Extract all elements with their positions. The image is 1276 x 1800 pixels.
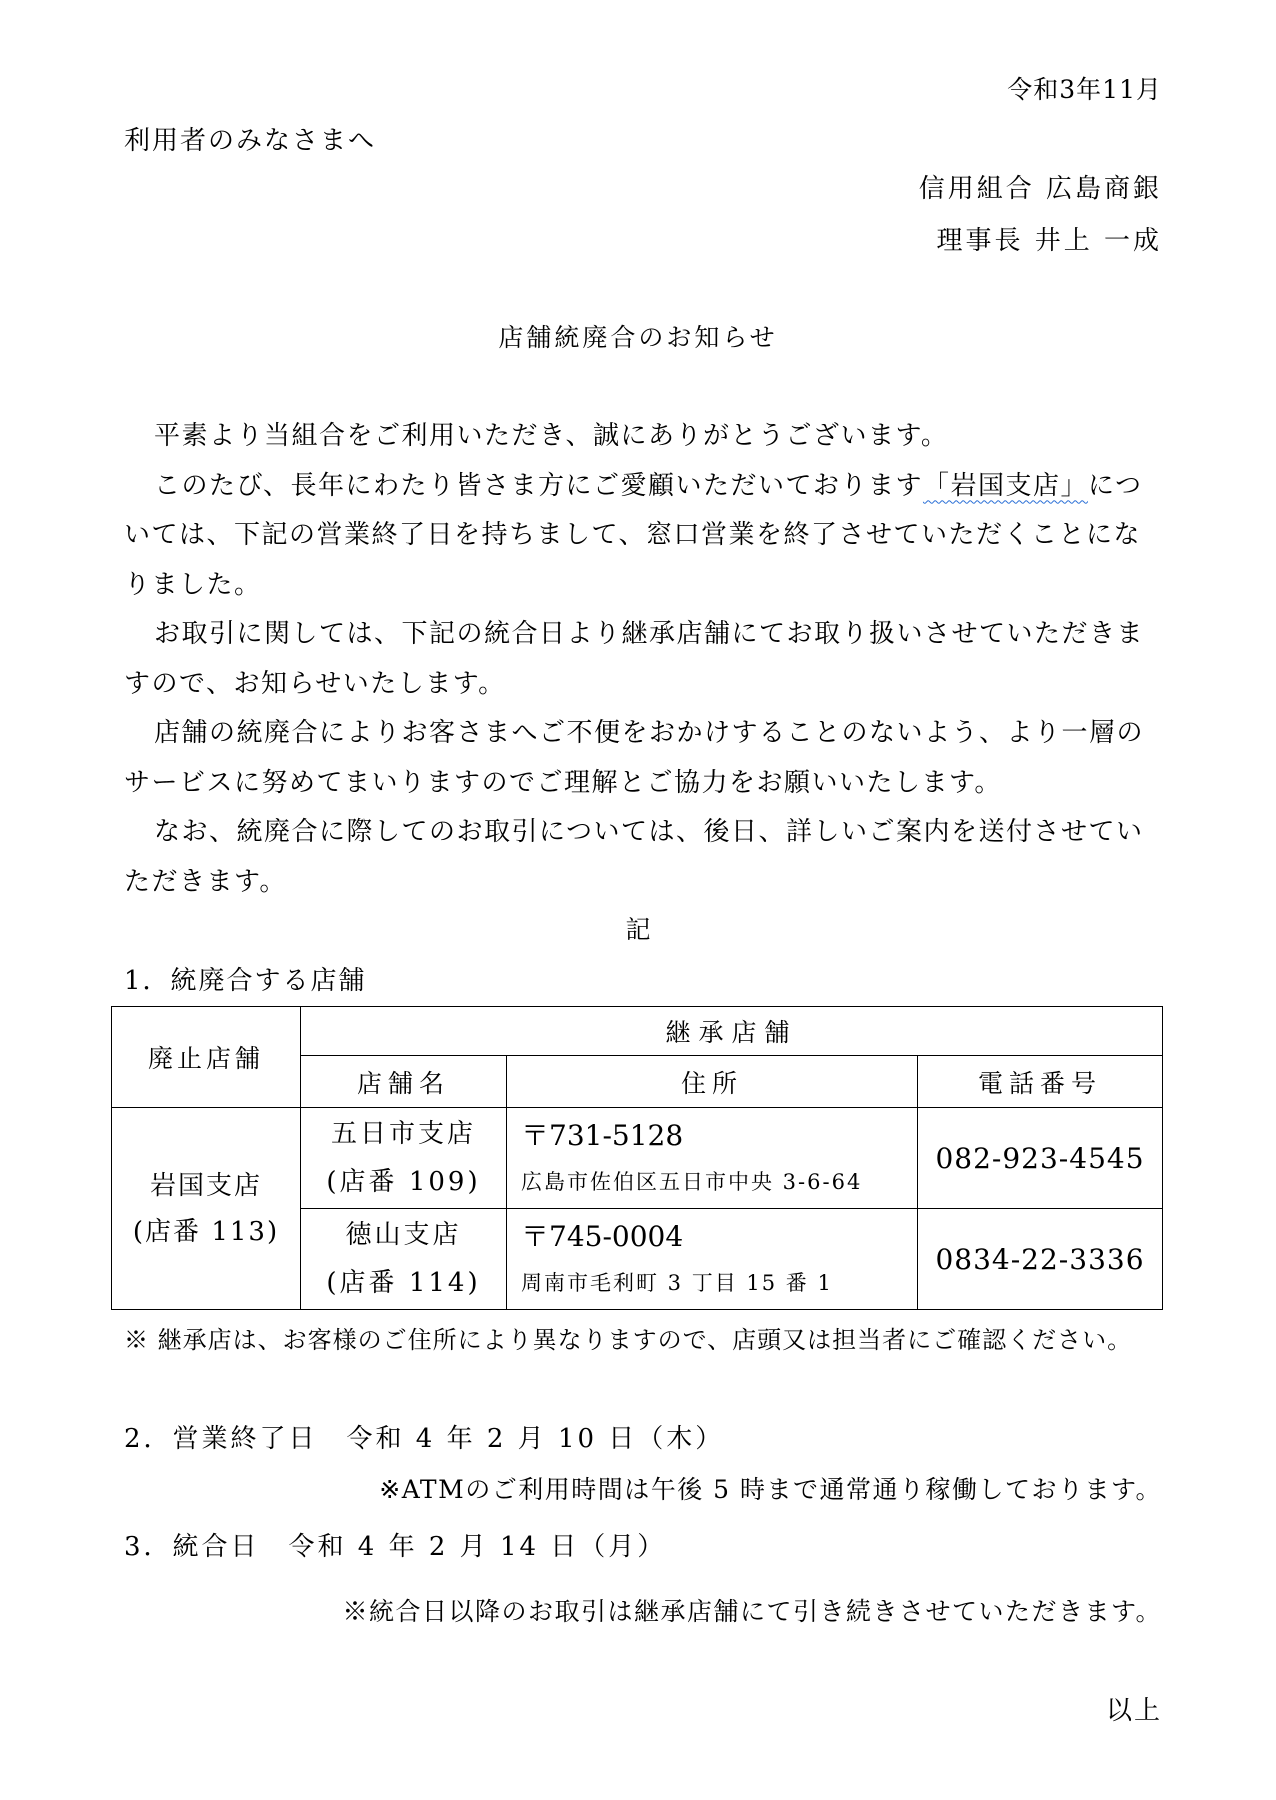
successor-zip: 〒745-0004 bbox=[521, 1220, 684, 1253]
table-row bbox=[112, 1108, 1163, 1209]
successor-phone: 082-923-4545 bbox=[918, 1108, 1163, 1209]
successor-code: (店番 114) bbox=[326, 1268, 481, 1298]
header-successor-store: 継承店舗 bbox=[301, 1007, 1163, 1056]
successor-name-cell bbox=[301, 1209, 507, 1310]
successor-address-cell bbox=[507, 1108, 918, 1209]
successor-phone: 0834-22-3336 bbox=[918, 1209, 1163, 1310]
ki-marker: 記 bbox=[625, 915, 651, 944]
paragraph-2-before: このたび、長年にわたり皆さま方にご愛顧いただいております bbox=[154, 470, 923, 501]
closed-store-name: 岩国支店 bbox=[149, 1170, 262, 1201]
closed-store-cell bbox=[112, 1108, 301, 1310]
document-date: 令和3年11月 bbox=[1007, 75, 1162, 104]
sender-organization: 信用組合 広島商銀 bbox=[918, 174, 1162, 204]
successor-name: 徳山支店 bbox=[345, 1220, 462, 1250]
successor-name: 五日市支店 bbox=[330, 1119, 476, 1149]
paragraph-1: 平素より当組合をご利用いただき、誠にありがとうございます。 bbox=[154, 421, 949, 451]
section-2-note: ※ATMのご利用時間は午後 5 時まで通常通り稼働しております。 bbox=[379, 1475, 1162, 1504]
successor-address: 広島市佐伯区五日市中央 3-6-64 bbox=[521, 1170, 863, 1194]
successor-zip: 〒731-5128 bbox=[521, 1119, 684, 1152]
section-3-heading: 3．統合日 令和 4 年 2 月 14 日（月） bbox=[124, 1532, 667, 1562]
closing-branch-highlight: 「岩国支店」 bbox=[922, 470, 1088, 501]
paragraph-2-after: については、下記の営業終了日を持ちまして、窓口営業を終了させていただくことになりました。 bbox=[124, 470, 1143, 600]
store-table bbox=[111, 1006, 1163, 1310]
section-2-heading: 2．営業終了日 令和 4 年 2 月 10 日（木） bbox=[124, 1424, 725, 1454]
section-1-note: ※ 継承店は、お客様のご住所により異なりますので、店頭又は担当者にご確認ください。 bbox=[124, 1326, 1133, 1354]
document-title: 店舗統廃合のお知らせ bbox=[498, 323, 778, 352]
closed-store-code: (店番 113) bbox=[132, 1216, 280, 1247]
section-1-heading: 1．統廃合する店舗 bbox=[124, 966, 367, 996]
section-3-note: ※統合日以降のお取引は継承店舗にて引き続きさせていただきます。 bbox=[342, 1597, 1162, 1626]
header-store-name: 店舗名 bbox=[301, 1056, 507, 1108]
paragraph-5: なお、統廃合に際してのお取引については、後日、詳しいご案内を送付させていただきます。 bbox=[124, 817, 1144, 897]
addressee: 利用者のみなさまへ bbox=[124, 126, 377, 156]
successor-address: 周南市毛利町 3 丁目 15 番 1 bbox=[521, 1271, 833, 1295]
sender-person: 理事長 井上 一成 bbox=[936, 226, 1162, 256]
header-address: 住所 bbox=[507, 1056, 918, 1108]
paragraph-4: 店舗の統廃合によりお客さまへご不便をおかけすることのないよう、より一層のサービスに努めてまいりますのでご理解とご協力をお願いいたします。 bbox=[124, 718, 1145, 798]
body-text bbox=[124, 412, 1164, 907]
header-closed-store: 廃止店舗 bbox=[112, 1007, 301, 1108]
successor-code: (店番 109) bbox=[326, 1167, 481, 1197]
paragraph-2 bbox=[124, 462, 1164, 611]
paragraph-3: お取引に関しては、下記の統合日より継承店舗にてお取り扱いさせていただきますので、お知らせいたします。 bbox=[124, 619, 1145, 699]
header-phone: 電話番号 bbox=[918, 1056, 1163, 1108]
successor-name-cell bbox=[301, 1108, 507, 1209]
closing-mark: 以上 bbox=[1105, 1696, 1162, 1726]
successor-address-cell bbox=[507, 1209, 918, 1310]
